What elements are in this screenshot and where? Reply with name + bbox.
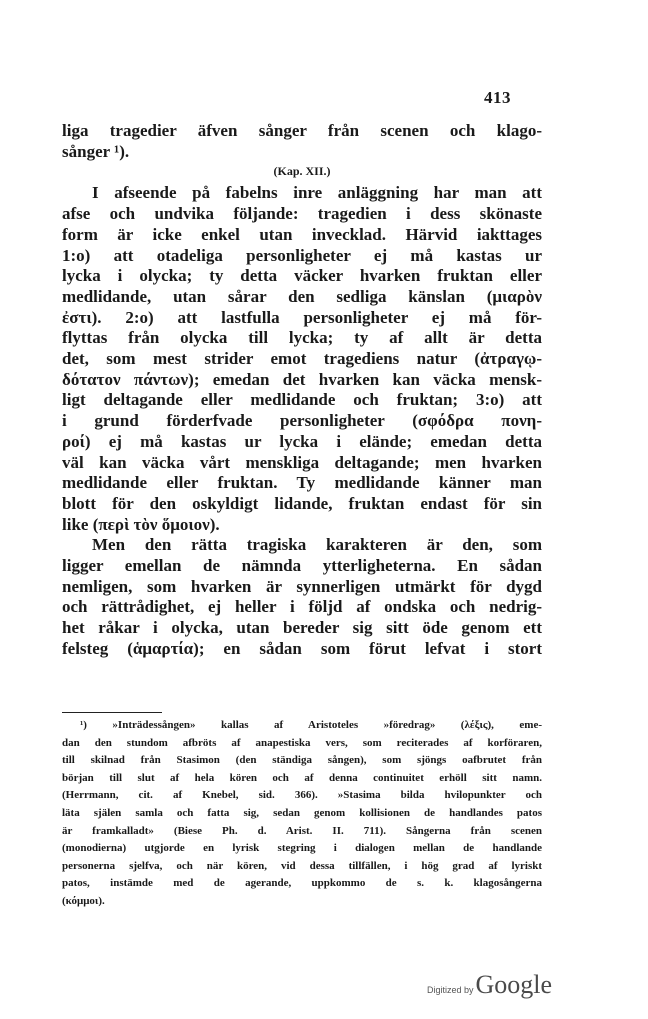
text-line: Men den rätta tragiska karakteren är den, som: [92, 535, 542, 555]
footnote-line: är framkalladt» (Biese Ph. d. Arist. II. 711). Sångerna från scenen: [62, 824, 542, 837]
footnote-line: patos, instämde med de agerande, uppkommo de s. k. klagosångerna: [62, 877, 542, 890]
text-line: väl kan väcka vårt menskliga deltagande; men hvarken: [62, 452, 542, 472]
footnote-line: till skilnad från Stasimon (den ständiga sången), som sjöngs oafbrutet från: [62, 754, 542, 767]
footnote-line: personerna sjelfva, och när kören, vid dessa tillfällen, i hög grad af lyriskt: [62, 859, 542, 872]
text-line: ροί) ej må kastas ur lycka i elände; emedan detta: [62, 431, 542, 451]
text-line: medlidande, utan sårar den sedliga känslan (μιαρὸν: [62, 286, 542, 306]
footnote-line: (Herrmann, cit. af Knebel, sid. 366). »Stasima bilda hvilopunkter och: [62, 789, 542, 802]
text-line: form är icke enkel utan invecklad. Härvid iakttages: [62, 224, 542, 244]
text-line: δότατον πάντων); emedan det hvarken kan väcka mensk-: [62, 369, 542, 389]
watermark-brand: Google: [475, 970, 553, 999]
text-line: like (περὶ τὸν ὅμοιον).: [62, 514, 220, 534]
footnote-line: ¹) »Inträdessången» kallas af Aristoteles »föredrag» (λέξις), eme-: [80, 719, 542, 731]
text-line: I afseende på fabelns inre anläggning har man att: [92, 183, 542, 203]
section-heading: (Kap. XII.): [273, 164, 331, 179]
footnote-line: läta själen samla och fatta sig, sedan genom kollisionen de handlandes patos: [62, 806, 542, 819]
main-text: [62, 121, 542, 660]
text-line: afse och undvika följande: tragedien i dess skönaste: [62, 204, 542, 224]
text-line: i grund förderfvade personligheter (σφόδρα πονη-: [62, 411, 542, 431]
text-line: och rättrådighet, ej heller i följd af ondska och nedrig-: [62, 597, 542, 617]
text-line: het råkar i olycka, utan bereder sig sitt öde genom ett: [62, 618, 542, 638]
text-line: ligt deltagande eller medlidande och fruktan; 3:o) att: [62, 390, 542, 410]
watermark-prefix: Digitized by: [427, 985, 474, 995]
text-line: lycka i olycka; ty detta väcker hvarken fruktan eller: [62, 266, 542, 286]
footnote-line: början till slut af hela kören och af denna continuitet erhöll sitt namn.: [62, 771, 542, 784]
footnote-line: (monodierna) utgjorde en lyrisk stegring i dialogen mellan de handlande: [62, 842, 542, 855]
text-line: 1:o) att otadeliga personligheter ej må kastas ur: [62, 245, 542, 265]
text-line: det, som mest strider emot tragediens natur (ἀτραγῳ-: [62, 349, 542, 369]
text-line: liga tragedier äfven sånger från scenen och klago-: [62, 121, 542, 140]
footnote-line: (κόμμοι).: [62, 894, 105, 907]
google-watermark: [427, 970, 552, 1000]
text-line: ligger emellan de nämnda ytterligheterna. En sådan: [62, 556, 542, 576]
footnote-divider: [62, 712, 162, 713]
text-line: sånger ¹).: [62, 141, 130, 161]
footnote-line: dan den stundom afbröts af anapestiska vers, som reciterades af korföraren,: [62, 736, 542, 749]
footnote: [62, 717, 542, 911]
text-line: medlidande eller fruktan. Ty medlidande känner man: [62, 473, 542, 493]
text-line: flyttas från olycka till lycka; ty af allt är detta: [62, 328, 542, 348]
text-line: felsteg (ἁμαρτία); en sådan som förut lefvat i stort: [62, 638, 542, 658]
text-line: blott för den oskyldigt lidande, fruktan endast för sin: [62, 493, 542, 513]
text-line: nemligen, som hvarken är synnerligen utmärkt för dygd: [62, 576, 542, 596]
page-number: 413: [484, 88, 511, 107]
text-line: ἐστι). 2:o) att lastfulla personligheter ej må för-: [62, 307, 542, 327]
